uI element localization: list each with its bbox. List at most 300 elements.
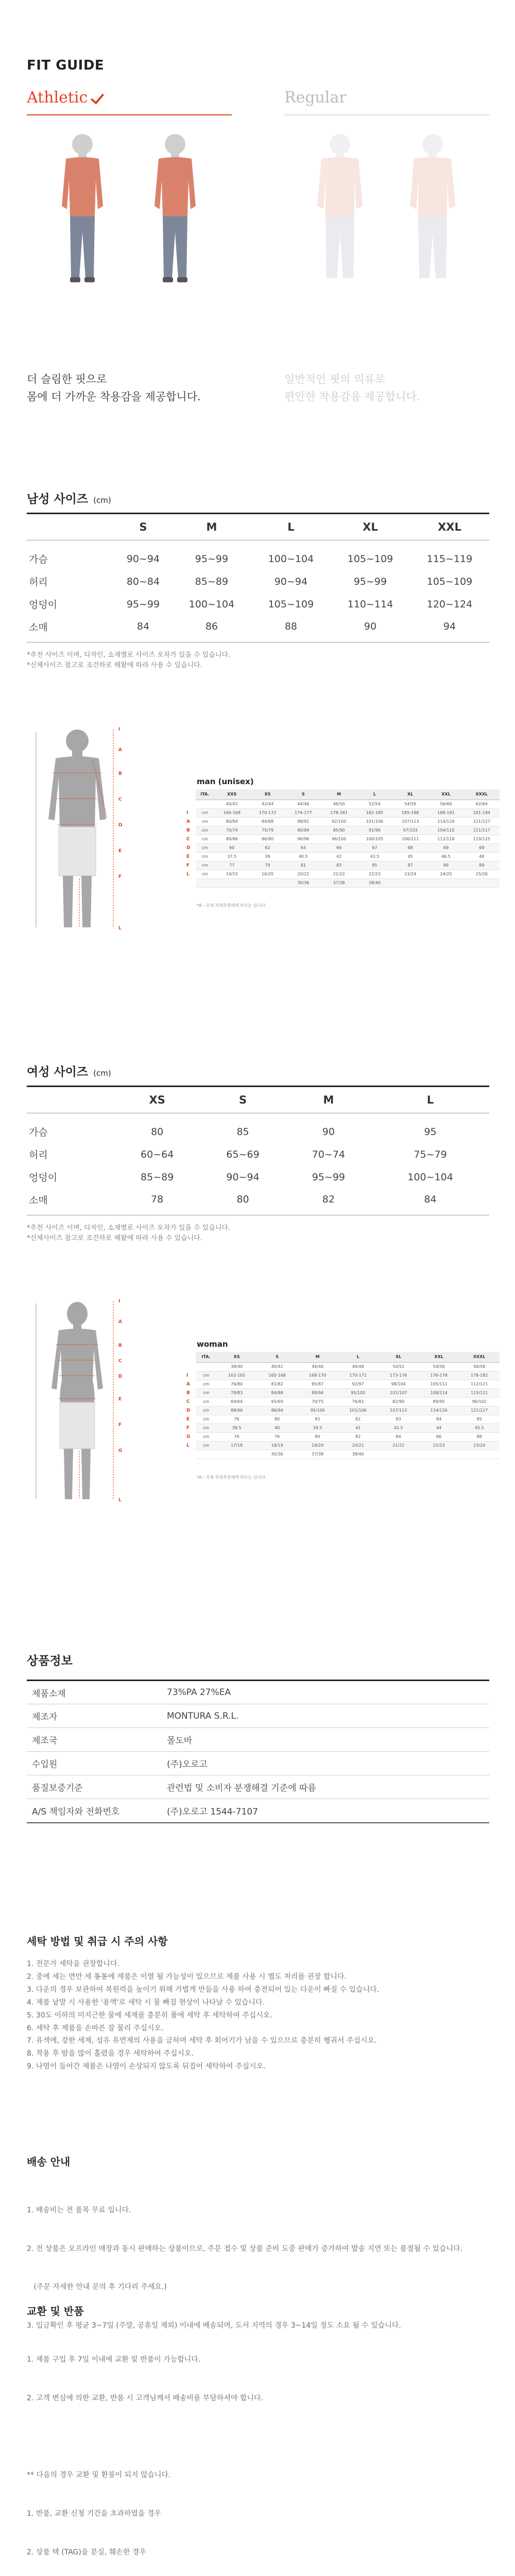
cell: 89 [428,861,464,870]
cell: 119/125 [464,835,500,843]
athletic-description [27,371,201,405]
cell: 107/113 [392,817,428,826]
women-size-title [27,1062,111,1079]
cell: 83 [378,1415,419,1423]
cell: 89/95 [419,1397,459,1406]
info-key: 제조자 [27,1704,161,1728]
list-item: 8. 착용 후 땀을 많이 흘렸을 경우 세탁하여 주십시오. [27,2049,194,2058]
cell: 43.5 [357,852,392,861]
info-key: A/S 책임자와 전화번호 [27,1799,161,1823]
header-cell: XL [392,789,428,800]
athletic-desc-line: 더 슬림한 핏으로 [27,373,107,385]
cell: 90~94 [226,1171,260,1183]
header-cell: M [286,1087,371,1113]
cell: 20/21 [338,1441,379,1450]
check-icon [91,90,104,104]
svg-text:D: D [118,1374,123,1379]
cell: 106/111 [392,835,428,843]
cell: 173-176 [378,1371,419,1380]
table-row [27,570,489,593]
cell: 110~114 [347,598,393,610]
cell: 174-177 [285,808,321,817]
header-cell: XS [114,1087,200,1113]
cell: 170-172 [250,808,285,817]
row-letter: E [186,1417,190,1422]
regular-desc-line: 일반적인 핏의 의류로 [284,373,385,385]
table-row [196,1406,500,1415]
cell: 14/15 [214,870,250,878]
cell: 30/36 [257,1450,298,1459]
cell: 허리 [29,577,48,588]
cell [196,1450,216,1459]
regular-desc-line: 편안한 착용감을 제공합니다. [284,390,420,403]
cell: 79/83 [216,1388,257,1397]
cell: 84/88 [250,817,285,826]
cell: 85~89 [195,575,229,587]
cell: 82 [338,1432,379,1441]
cell: 114/126 [419,1406,459,1415]
cell: 90/96 [285,835,321,843]
women-chart-title: woman [197,1340,228,1349]
cell: 65/69 [257,1397,298,1406]
table-row [196,1371,500,1380]
cell: cm B [196,826,214,835]
cell: 44/46 [297,1362,338,1371]
svg-text:C: C [118,1359,122,1364]
header-cell: XS [250,789,285,800]
header-cell: XXL [419,1352,459,1362]
cell: 95/100 [338,1388,379,1397]
cell: 92/97 [338,1380,379,1388]
cell: cm C [196,1397,216,1406]
header-cell [27,1087,114,1113]
cell: 88/92 [285,817,321,826]
header-cell: S [285,789,321,800]
cell: 23/24 [459,1441,500,1450]
cell: 54/56 [419,1362,459,1371]
table-row [196,870,500,878]
header-cell: XS [216,1352,257,1362]
cell: 85 [236,1126,249,1138]
row-letter: G [186,1434,191,1439]
table-row [196,1415,500,1423]
regular-figures [278,129,494,294]
cell: 90 [322,1126,335,1138]
product-info-title: 상품정보 [27,1654,73,1668]
men-measure-figure [15,721,149,938]
cell: 67 [357,843,392,852]
header-cell: M [321,789,356,800]
header-cell: S [200,1087,285,1113]
cell: 25/26 [464,870,500,878]
cell [250,878,285,887]
cell: 185-188 [392,808,428,817]
cell: 68 [392,843,428,852]
cell: 37.5 [214,852,250,861]
row-letter: L [186,872,190,877]
header-cell: XXL [410,514,489,540]
cell: 90~94 [126,553,160,565]
cell: 40 [257,1423,298,1432]
table-row [27,1775,489,1799]
header-cell: L [357,789,392,800]
cell: 95~99 [312,1171,346,1183]
row-letter: B [186,828,190,833]
cell: 66 [321,843,356,852]
cell: 24/25 [428,870,464,878]
women-size-unit: (cm) [93,1069,111,1078]
fit-guide-title: FIT GUIDE [27,58,105,73]
cell: 가슴 [29,554,48,566]
cell: 95~99 [195,553,229,565]
list-item: 1. 반품, 교환 신청 기간을 초과하였을 경우 [27,2509,161,2518]
cell: 85/90 [321,826,356,835]
cell: 84/88 [257,1388,298,1397]
cell: 39.5 [297,1423,338,1432]
table-row [27,1728,489,1752]
table-row [196,1362,500,1371]
info-value: 몰도바 [161,1728,489,1752]
men-size-notes [27,650,230,671]
cell: 79 [250,861,285,870]
cell [419,1450,459,1459]
cell: 76/80 [216,1380,257,1388]
row-letter: E [186,854,190,859]
men-size-title [27,489,111,506]
info-value: (주)오로고 1544-7107 [161,1799,489,1823]
table-row [196,1397,500,1406]
table-row [196,808,500,817]
cell: 69 [464,843,500,852]
cell: 46/50 [321,800,356,808]
table-row [196,1388,500,1397]
row-letter: L [186,1443,190,1448]
regular-figure-back [410,134,455,278]
cell: 85 [459,1415,500,1423]
cell: 60 [214,843,250,852]
cell [464,878,500,887]
header-cell: L [371,1087,489,1113]
cell: 84 [378,1432,419,1441]
cell: 82 [338,1415,379,1423]
row-letter: F [186,863,190,868]
svg-text:D: D [118,823,123,828]
cell: 80/86 [214,835,250,843]
men-chart-table [186,789,500,888]
list-item: 2. 중에 세는 면만 세 통통에 제품은 이열 될 가능성이 있으므로 제품 사용 시 별도 처리를 권장 합니다. [27,1972,347,1981]
cell: 76 [216,1415,257,1423]
cell: cm I [196,1371,216,1380]
cell: 111/117 [464,826,500,835]
tab-regular[interactable] [284,89,347,107]
cell: 89 [464,861,500,870]
men-chart-title: man (unisex) [197,777,254,786]
cell: 97/103 [392,826,428,835]
cell: 64 [285,843,321,852]
cell: 60~64 [141,1148,174,1160]
cell [214,878,250,887]
men-size-title-text: 남성 사이즈 [27,493,89,506]
cell: 30/36 [285,878,321,887]
cell: 87 [392,861,428,870]
cell: 86/90 [250,835,285,843]
row-letter: B [186,1391,190,1396]
list-item: 3. 다운의 경우 보관하여 복원력을 높이기 위해 가볍게 만들을 사용 하여 충전되어 있는 다운이 빠질 수 있습니다. [27,1985,380,1994]
row-letter: C [186,1399,190,1404]
cell: 21/22 [321,870,356,878]
cell: 85~89 [141,1171,174,1183]
cell: cm L [196,870,214,878]
cell: 107/113 [378,1406,419,1415]
men-chart-note: *A : 국제 직경측정에에 따르는 입니다. [197,903,267,908]
cell: 92/100 [321,817,356,826]
cell: 56/60 [428,800,464,808]
table-row [27,1189,489,1215]
cell: 42 [321,852,356,861]
cell: 88 [251,616,331,642]
cell: 84 [114,616,172,642]
table-row [196,1423,500,1432]
list-item: 7. 유색에, 강한 세제, 섬유 유연제의 사용을 금하며 세탁 후 회어기가 남을 수 있으므로 충분히 헹궈서 주십시오. [27,2037,377,2045]
table-row [27,1704,489,1728]
row-letter: F [186,1426,190,1431]
cell: 46.5 [428,852,464,861]
cell: 69 [428,843,464,852]
row-letter: I [186,1373,188,1378]
cell: 96/100 [321,835,356,843]
cell: 162-165 [216,1371,257,1380]
cell: cm L [196,1441,216,1450]
cell: 94 [410,616,489,642]
cell: 114/120 [428,817,464,826]
women-chart-table [186,1352,500,1459]
table-row [196,835,500,843]
svg-text:F: F [118,1422,122,1428]
cell: 23/24 [392,870,428,878]
cell: 38/40 [357,878,392,887]
cell: 52/54 [357,800,392,808]
cell: cm E [196,1415,216,1423]
cell: 80~84 [126,575,160,587]
header-cell [27,514,114,540]
table-row [27,1681,489,1704]
women-chart-note: *A : 국제 직경측정에에 따르는 입니다. [197,1475,267,1480]
list-item: ** 다음의 경우 교환 및 환불이 되지 않습니다. [27,2471,171,2480]
tab-underline-inactive [284,114,489,115]
cell: 84 [371,1189,489,1215]
cell: 166-168 [214,808,250,817]
header-cell: ITA. [196,789,214,800]
cell: 81 [285,861,321,870]
cell: 38/40 [338,1450,379,1459]
cell: 38/40 [216,1362,257,1371]
cell: 100~104 [268,553,314,565]
info-value: (주)오로고 [161,1752,489,1775]
header-cell: L [251,514,331,540]
cell: 엉덩이 [29,1172,58,1183]
cell: 50/52 [378,1362,419,1371]
cell: 80 [151,1126,164,1138]
info-key: 품질보증기준 [27,1775,161,1799]
cell: 40/42 [214,800,250,808]
list-item: 5. 30도 이하의 미지근한 물에 세제를 충분히 풀에 세탁 후 세탁하여 주십시오. [27,2011,272,2020]
athletic-desc-line: 몸에 더 가까운 착용감을 제공합니다. [27,390,201,403]
table-row [27,593,489,616]
cell: 112/121 [459,1380,500,1388]
svg-text:I: I [118,1299,121,1304]
cell: 182-185 [357,808,392,817]
cell: 98/104 [378,1380,419,1388]
cell: 112/118 [428,835,464,843]
header-cell: XXS [214,789,250,800]
cell: 100~104 [407,1171,453,1183]
cell: 88/96 [216,1406,257,1415]
cell: 62 [250,843,285,852]
cell: 76 [257,1432,298,1441]
cell: 가슴 [29,1127,48,1139]
list-item: 6. 세탁 후 제품을 손바른 잘 물리 주십시오. [27,2024,164,2032]
header-cell: S [257,1352,298,1362]
row-letter: A [186,819,190,824]
women-size-notes [27,1223,230,1244]
header-cell: XXXL [459,1352,500,1362]
cell: 80 [257,1415,298,1423]
list-item: 1. 전문가 세탁을 권장합니다. [27,1960,119,1968]
cell: 41 [338,1423,379,1432]
header-cell: XL [378,1352,419,1362]
care-list [27,1958,480,2073]
table-row [196,1441,500,1450]
header-cell: XXXL [464,789,500,800]
regular-figure-front [317,134,363,278]
table-row [27,1752,489,1775]
svg-text:F: F [118,874,122,879]
table-row [196,843,500,852]
cell: 48 [464,852,500,861]
svg-text:A: A [118,1319,122,1325]
women-size-title-text: 여성 사이즈 [27,1065,89,1079]
cell: 88 [459,1432,500,1441]
cell: cm B [196,1388,216,1397]
cell: 62/64 [464,800,500,808]
product-info-table [27,1680,489,1823]
cell: 소매 [27,616,114,642]
table-row [27,1799,489,1823]
cell: 70/75 [297,1397,338,1406]
cell: 20/21 [285,870,321,878]
cell: cm A [196,817,214,826]
row-letter: D [186,1408,191,1413]
tab-underline-active [27,114,232,115]
exchange-list [27,2328,480,2576]
header-cell: L [338,1352,379,1362]
cell: cm G [196,1432,216,1441]
info-key: 수입원 [27,1752,161,1775]
cell: 37/38 [297,1450,338,1459]
note-line: *추천 사이즈 이며, 디자인, 소재별로 사이즈 오차가 있을 수 있습니다. [27,651,231,659]
list-item [27,2430,480,2443]
cell [196,878,214,887]
cell: 70~74 [312,1148,346,1160]
cell [392,878,428,887]
cell: 22/23 [357,870,392,878]
cell: 42/44 [250,800,285,808]
cell: cm C [196,835,214,843]
cell: 105/111 [419,1380,459,1388]
cell: 91/96 [357,826,392,835]
cell: 170-172 [338,1371,379,1380]
cell: 54/56 [392,800,428,808]
tab-regular-label: Regular [284,89,347,107]
info-value: 73%PA 27%EA [161,1681,489,1704]
cell: 95~99 [353,575,387,587]
info-value: MONTURA S.R.L. [161,1704,489,1728]
svg-text:B: B [118,1343,122,1348]
row-letter: D [186,845,191,851]
table-row [27,1113,489,1143]
cell: 86 [172,616,251,642]
header-cell: XL [331,514,410,540]
cell: 81 [297,1415,338,1423]
cell: 100/105 [357,835,392,843]
table-row [196,817,500,826]
cell: 178-182 [459,1371,500,1380]
cell: 101/106 [357,817,392,826]
cell: cm D [196,843,214,852]
table-row [27,616,489,642]
tab-athletic[interactable] [27,89,101,107]
cell: 22/23 [419,1441,459,1450]
cell: 76 [216,1432,257,1441]
svg-text:I: I [118,727,121,732]
header-cell: M [297,1352,338,1362]
cell: 44/46 [285,800,321,808]
note-line: *신체사이즈 참고로 조건하로 해왔에 따라 사용 수 있습니다. [27,662,202,670]
cell: 96/102 [459,1397,500,1406]
cell: 엉덩이 [29,599,58,611]
cell: 85/87 [297,1380,338,1388]
info-value: 관련법 및 소비자 분쟁해결 기준에 따름 [161,1775,489,1799]
cell: 101/107 [378,1388,419,1397]
women-size-table [27,1086,489,1215]
exchange-title: 교환 및 반품 [27,2305,84,2317]
header-cell: M [172,514,251,540]
cell: 101/106 [338,1406,379,1415]
list-item: 1. 제품 구입 후 7일 이내에 교환 및 반품이 가능합니다. [27,2355,201,2364]
cell: 45 [392,852,428,861]
men-size-table [27,513,489,642]
svg-text:E: E [118,849,122,854]
table-row [196,1380,500,1388]
cell: cm A [196,1380,216,1388]
list-item: 4. 제품 낱말 시 사용한 '용액'로 세탁 시 물 빠짐 현상이 나타날 수 있습니다. [27,1998,265,2007]
table-row [27,1143,489,1166]
cell: 40/42 [257,1362,298,1371]
cell: cm E [196,852,214,861]
cell: 121/127 [459,1406,500,1415]
cell: 86/94 [257,1406,298,1415]
table-row [196,800,500,808]
cell: 84 [419,1415,459,1423]
cell: 78 [114,1189,200,1215]
cell: 104/110 [428,826,464,835]
cell [216,1450,257,1459]
cell: 42.5 [378,1423,419,1432]
cell: 82 [286,1189,371,1215]
cell [196,1362,216,1371]
svg-text:A: A [118,748,122,753]
cell: 46/48 [338,1362,379,1371]
